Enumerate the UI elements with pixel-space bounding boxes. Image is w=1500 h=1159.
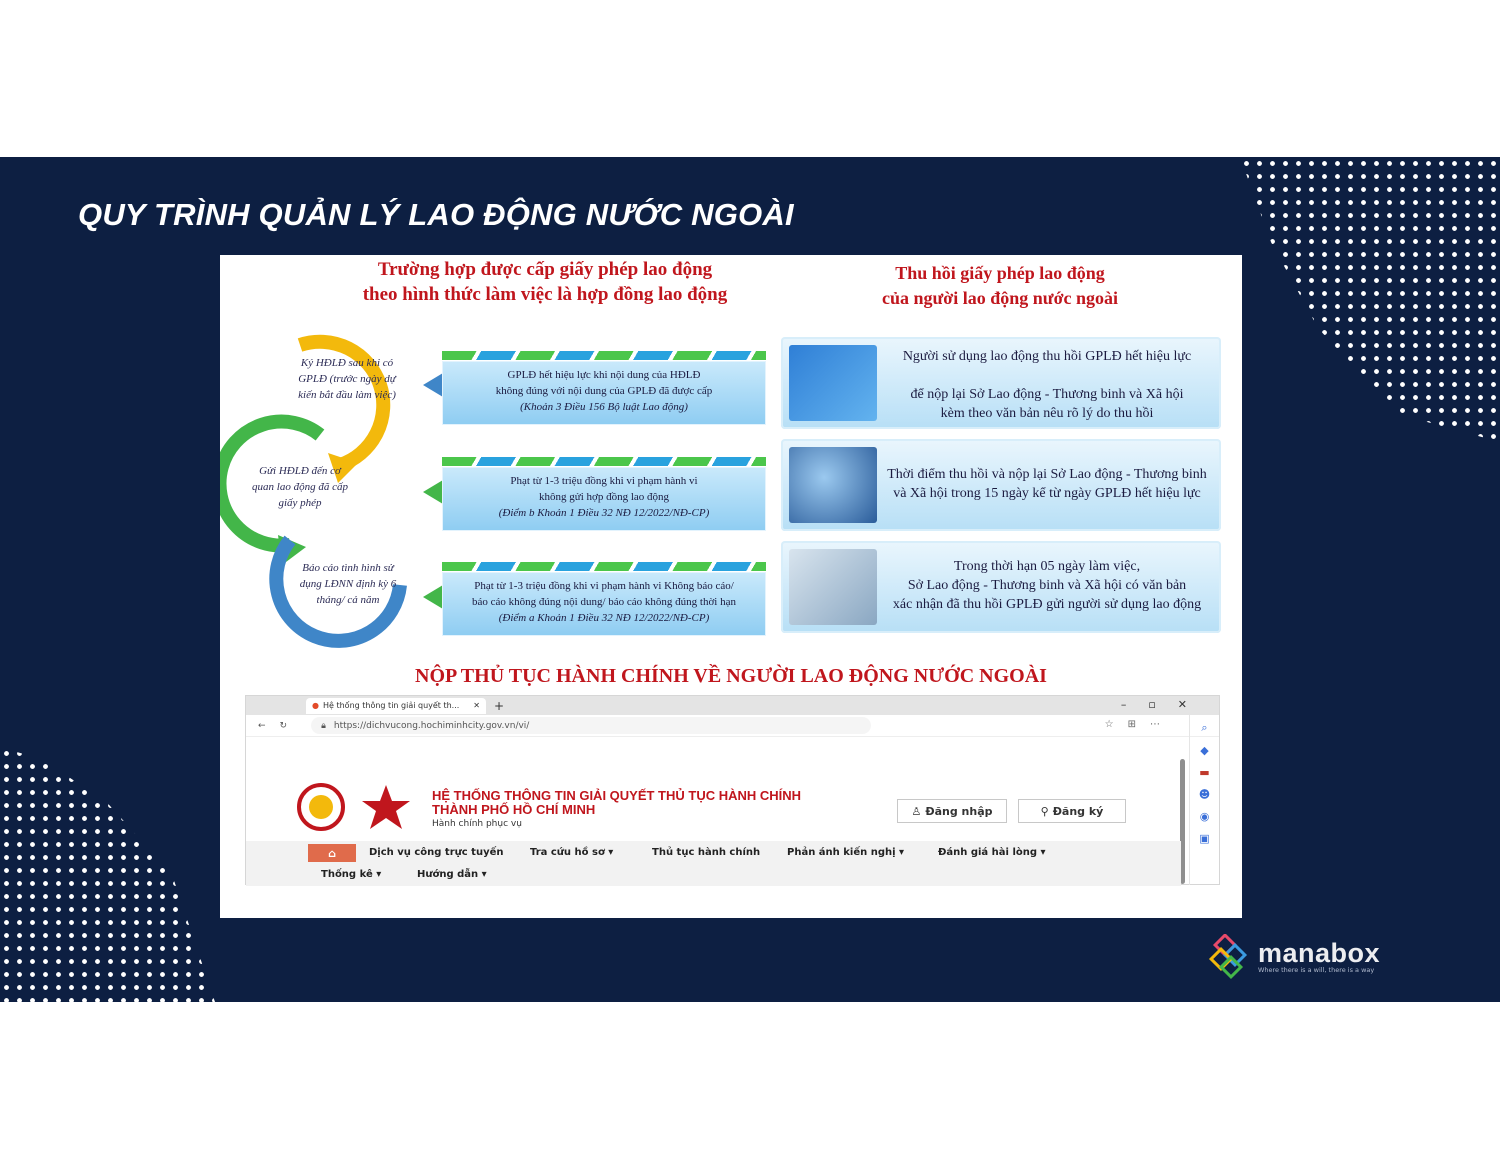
- site-nav: [246, 841, 1181, 886]
- revoke-box-3-line2: Sở Lao động - Thương binh và Xã hội có văn bản: [907, 578, 1187, 593]
- nav-lookup-records[interactable]: Tra cứu hồ sơ ▾: [530, 847, 614, 858]
- register-button[interactable]: [1018, 799, 1126, 823]
- right-heading: [860, 261, 1140, 311]
- info-box-2-line2: không gửi hợp đồng lao động: [538, 491, 670, 503]
- info-box-1: [442, 361, 766, 425]
- site-subtitle: Hành chính phục vụ: [432, 819, 522, 829]
- pointer-arrow-1: [423, 373, 443, 397]
- nav-feedback-label: Phản ánh kiến nghị: [787, 847, 896, 858]
- cycle-diagram: [220, 315, 430, 655]
- info-box-1-line1: GPLĐ hết hiệu lực khi nội dung của HĐLĐ: [507, 369, 701, 381]
- nav-guide-label: Hướng dẫn: [417, 869, 479, 880]
- login-button[interactable]: [897, 799, 1007, 823]
- person-icon[interactable]: ☻: [1198, 788, 1211, 801]
- browser-tab-bar: [246, 696, 1219, 715]
- nav-admin-procedures[interactable]: Thủ tục hành chính: [652, 847, 761, 858]
- url-field[interactable]: [311, 717, 871, 734]
- new-tab-icon[interactable]: +: [494, 698, 505, 713]
- cycle-step1: Ký HĐLĐ sau khi có GPLĐ (trước ngày dự kiến bắt đầu làm việc): [298, 357, 396, 401]
- info-box-3-line2: báo cáo không đúng nội dung/ báo cáo không đúng thời hạn: [472, 596, 736, 608]
- tab-close-icon[interactable]: ✕: [473, 701, 480, 710]
- people-globe-image: [789, 447, 877, 523]
- nav-online-services[interactable]: Dịch vụ công trực tuyến: [369, 847, 504, 858]
- register-button-label: Đăng ký: [1052, 804, 1104, 818]
- nav-statistics-label: Thống kê: [321, 869, 373, 880]
- signing-document-image: [789, 549, 877, 625]
- info-box-1-line2: không đúng với nội dung của GPLĐ đã được cấp: [495, 385, 713, 397]
- revoke-box-3: [781, 541, 1221, 633]
- site-header: [294, 781, 1144, 841]
- revoke-box-1-line3: kèm theo văn bản nêu rõ lý do thu hồi: [940, 406, 1154, 421]
- reload-icon[interactable]: ↻: [279, 720, 288, 731]
- pointer-arrow-2: [423, 480, 443, 504]
- browser-sidebar: [1189, 715, 1219, 885]
- outlook-icon[interactable]: ▣: [1199, 832, 1210, 845]
- home-button[interactable]: [308, 844, 356, 862]
- nav-satisfaction[interactable]: Đánh giá hài lòng ▾: [938, 847, 1046, 858]
- dot-pattern-top-right: [1240, 157, 1500, 442]
- back-icon[interactable]: ←: [258, 720, 266, 731]
- revoke-box-1: [781, 337, 1221, 429]
- nav-guide[interactable]: Hướng dẫn ▾: [417, 869, 487, 880]
- left-heading: [340, 257, 750, 307]
- stripe-3: [442, 562, 766, 571]
- nav-statistics[interactable]: Thống kê ▾: [321, 869, 382, 880]
- revoke-box-1-text: [881, 347, 1213, 423]
- site-title-line2: THÀNH PHỐ HỒ CHÍ MINH: [432, 802, 596, 817]
- stripe-2: [442, 457, 766, 466]
- content-panel: [220, 255, 1242, 918]
- site-favicon-icon: ●: [312, 701, 319, 710]
- revoke-box-2-text: [881, 465, 1213, 503]
- left-heading-line1: Trường hợp được cấp giấy phép lao động: [377, 259, 713, 280]
- nav-lookup-records-label: Tra cứu hồ sơ: [530, 847, 605, 858]
- right-heading-line2: của người lao động nước ngoài: [881, 288, 1119, 308]
- cycle-step2: Gửi HĐLĐ đến cơ quan lao động đã cấp giấy phép: [252, 465, 348, 509]
- nav-satisfaction-label: Đánh giá hài lòng: [938, 847, 1038, 858]
- revoke-box-1-line2: để nộp lại Sở Lao động - Thương binh và Xã hội: [910, 387, 1184, 402]
- brand-tagline: Where there is a will, there is a way: [1257, 966, 1375, 974]
- url-text: https://dichvucong.hochiminhcity.gov.vn/vi/: [333, 720, 530, 731]
- site-title-line1: HỆ THỐNG THÔNG TIN GIẢI QUYẾT THỦ TỤC HÀNH CHÍNH: [432, 788, 802, 803]
- site-logo-icon: [294, 783, 418, 833]
- pointer-arrow-3: [423, 585, 443, 609]
- browser-tab[interactable]: [306, 698, 486, 714]
- slide-title: QUY TRÌNH QUẢN LÝ LAO ĐỘNG NƯỚC NGOÀI: [78, 197, 794, 232]
- browser-toolbar-icons[interactable]: ☆⊞⋯: [1104, 719, 1174, 730]
- info-box-3-citation: (Điểm a Khoản 1 Điều 32 NĐ 12/2022/NĐ-CP): [498, 612, 710, 624]
- slide-background: [0, 157, 1500, 1002]
- brand-logo: [1206, 934, 1380, 980]
- brand-name: manabox: [1257, 938, 1380, 968]
- site-title: [432, 789, 801, 817]
- submit-procedure-title: NỘP THỦ TỤC HÀNH CHÍNH VỀ NGƯỜI LAO ĐỘNG NƯỚC NGOÀI: [415, 665, 1047, 687]
- circle-icon[interactable]: ◉: [1199, 810, 1210, 823]
- revoke-box-1-line1: Người sử dụng lao động thu hồi GPLĐ hết hiệu lực: [902, 349, 1192, 364]
- revoke-box-2-line2: và Xã hội trong 15 ngày kể từ ngày GPLĐ hết hiệu lực: [893, 486, 1201, 501]
- home-icon: ⌂: [328, 846, 336, 860]
- user-icon: ♙: [911, 804, 922, 818]
- tag-icon[interactable]: ◆: [1200, 744, 1209, 757]
- document-image: [789, 345, 877, 421]
- info-box-2-line1: Phạt từ 1-3 triệu đồng khi vi phạm hành vi: [510, 475, 698, 487]
- login-button-label: Đăng nhập: [925, 804, 993, 818]
- browser-window: [245, 695, 1220, 885]
- info-box-3-line1: Phạt từ 1-3 triệu đồng khi vi phạm hành vi Không báo cáo/: [474, 580, 734, 592]
- revoke-box-3-line1: Trong thời hạn 05 ngày làm việc,: [953, 559, 1141, 574]
- right-heading-line1: Thu hồi giấy phép lao động: [895, 263, 1105, 283]
- revoke-box-3-line3: xác nhận đã thu hồi GPLĐ gửi người sử dụng lao động: [892, 597, 1202, 612]
- nav-feedback[interactable]: Phản ánh kiến nghị ▾: [787, 847, 905, 858]
- left-heading-line2: theo hình thức làm việc là hợp đồng lao động: [362, 284, 728, 305]
- revoke-box-2: [781, 439, 1221, 531]
- search-icon[interactable]: ⌕: [1201, 721, 1208, 734]
- stripe-1: [442, 351, 766, 360]
- briefcase-icon[interactable]: ▬: [1199, 766, 1210, 779]
- add-user-icon: ⚲: [1040, 804, 1049, 818]
- revoke-box-2-line1: Thời điểm thu hồi và nộp lại Sở Lao động - Thương binh: [887, 467, 1207, 482]
- revoke-box-3-text: [881, 557, 1213, 614]
- window-controls[interactable]: –▫✕: [1120, 698, 1209, 711]
- cycle-step3: Báo cáo tình hình sử dụng LĐNN định kỳ 6 tháng/ cả năm: [299, 562, 397, 606]
- info-box-1-citation: (Khoản 3 Điều 156 Bộ luật Lao động): [520, 401, 688, 413]
- info-box-2-citation: (Điểm b Khoản 1 Điều 32 NĐ 12/2022/NĐ-CP): [498, 507, 710, 519]
- info-box-2: [442, 467, 766, 531]
- dot-pattern-bottom-left: [0, 747, 215, 1002]
- info-box-3: [442, 572, 766, 636]
- lock-icon: 🔒︎: [321, 720, 326, 731]
- manabox-logo-icon: [1206, 934, 1252, 980]
- browser-tab-title: Hệ thống thông tin giải quyết th...: [322, 701, 460, 710]
- address-bar: [246, 715, 1219, 737]
